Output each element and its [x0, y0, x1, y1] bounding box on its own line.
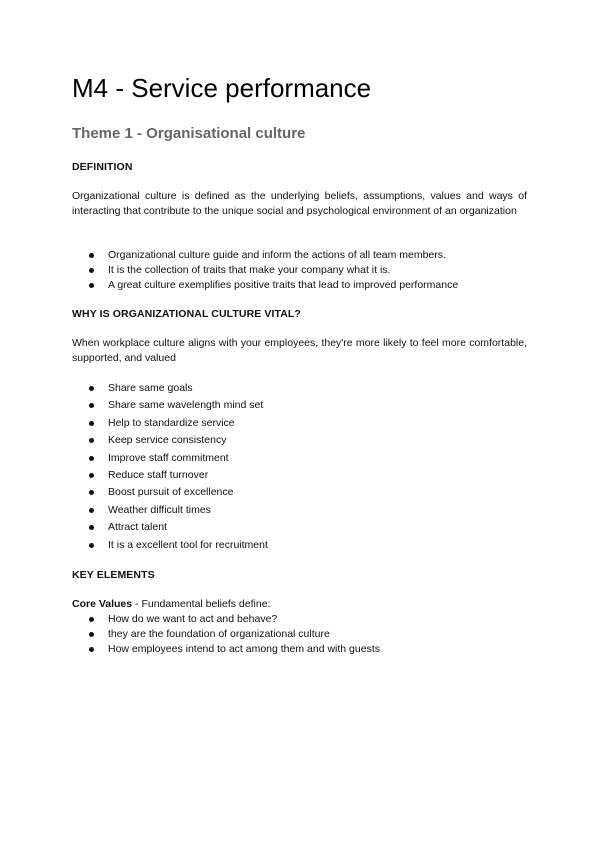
- page-subtitle: Theme 1 - Organisational culture: [72, 125, 306, 142]
- list-item: they are the foundation of organizational culture: [72, 627, 380, 642]
- core-values-text: - Fundamental beliefs define:: [132, 598, 271, 610]
- document-page: [72, 70, 527, 655]
- list-item: It is a excellent tool for recruitment: [72, 537, 268, 554]
- list-item: Reduce staff turnover: [72, 467, 268, 484]
- list-item: Boost pursuit of excellence: [72, 484, 268, 501]
- core-values-bullet-list: [72, 612, 380, 657]
- list-item: Weather difficult times: [72, 502, 268, 519]
- list-item: A great culture exemplifies positive traits that lead to improved performance: [72, 278, 458, 293]
- list-item: Attract talent: [72, 519, 268, 536]
- list-item: It is the collection of traits that make your company what it is.: [72, 263, 458, 278]
- page-title: M4 - Service performance: [72, 73, 372, 103]
- core-values-line: [72, 597, 527, 612]
- list-item: How employees intend to act among them and with guests: [72, 642, 380, 657]
- definition-paragraph: Organizational culture is defined as the underlying beliefs, assumptions, values and ways of interacting that contribute to the unique social and psychological environment of an organization: [72, 190, 527, 217]
- list-item: Keep service consistency: [72, 432, 268, 449]
- list-item: Organizational culture guide and inform the actions of all team members.: [72, 248, 458, 263]
- why-vital-paragraph: When workplace culture aligns with your employees, they're more likely to feel more comfortable, supported, and valued: [72, 337, 527, 364]
- why-vital-heading: WHY IS ORGANIZATIONAL CULTURE VITAL?: [72, 308, 301, 320]
- list-item: Help to standardize service: [72, 415, 268, 432]
- key-elements-heading: KEY ELEMENTS: [72, 569, 155, 581]
- why-vital-bullet-list: [72, 380, 268, 554]
- list-item: How do we want to act and behave?: [72, 612, 380, 627]
- list-item: Improve staff commitment: [72, 450, 268, 467]
- definition-heading: DEFINITION: [72, 161, 133, 173]
- core-values-label: Core Values: [72, 598, 133, 610]
- definition-bullet-list: [72, 248, 458, 293]
- list-item: Share same goals: [72, 380, 268, 397]
- list-item: Share same wavelength mind set: [72, 397, 268, 414]
